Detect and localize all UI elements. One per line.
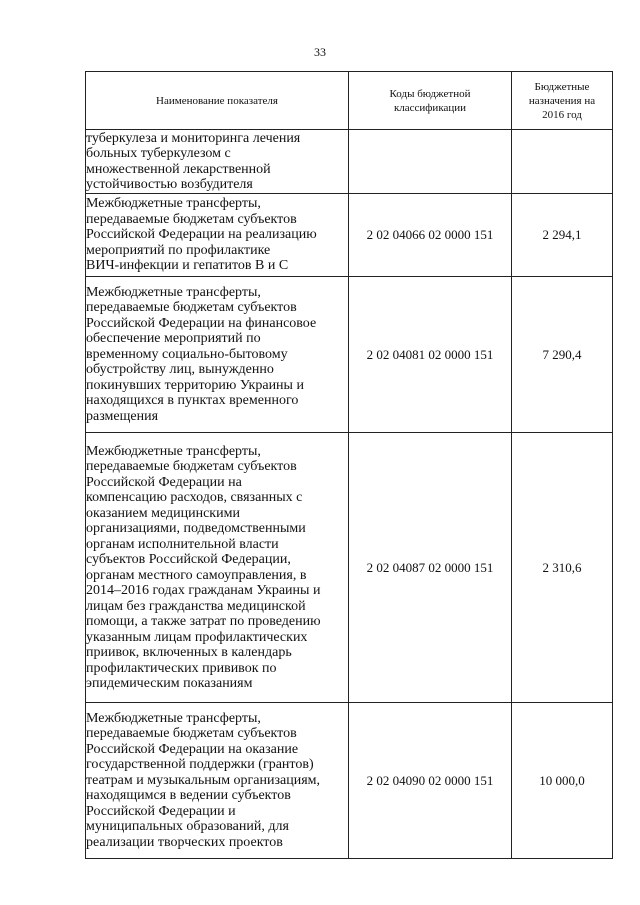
row-code: 2 02 04090 02 0000 151 (349, 703, 512, 859)
row-value: 2 310,6 (512, 433, 613, 703)
row-name: туберкулеза и мониторинга лечения больных туберкулезом с множественной лекарственной устойчивостью возбудителя (86, 130, 349, 194)
table-row (86, 277, 613, 433)
row-name: Межбюджетные трансферты, передаваемые бюджетам субъектов Российской Федерации на реализацию мероприятий по профилактике ВИЧ-инфекции и гепатитов В и С (86, 194, 349, 277)
row-code (349, 130, 512, 194)
row-value: 2 294,1 (512, 194, 613, 277)
table-row (86, 130, 613, 194)
page-number: 33 (314, 45, 326, 59)
header-value: Бюджетные назначения на 2016 год (512, 72, 613, 130)
row-code: 2 02 04081 02 0000 151 (349, 277, 512, 433)
table-row (86, 194, 613, 277)
row-value: 10 000,0 (512, 703, 613, 859)
row-name: Межбюджетные трансферты, передаваемые бюджетам субъектов Российской Федерации на финансовое обеспечение мероприятий по временному социально-бытовому обустройству лиц, вынужденно покинувших территорию Украины и находящихся в пунктах временного размещения (86, 277, 349, 433)
row-code: 2 02 04066 02 0000 151 (349, 194, 512, 277)
table-row (86, 703, 613, 859)
row-code: 2 02 04087 02 0000 151 (349, 433, 512, 703)
table-row (86, 433, 613, 703)
row-name: Межбюджетные трансферты, передаваемые бюджетам субъектов Российской Федерации на оказание государственной поддержки (грантов) театрам и музыкальным организациям, находящимся в ведении субъектов Российской Федерации и муниципальных образований, для реализации творческих проектов (86, 703, 349, 859)
row-name: Межбюджетные трансферты, передаваемые бюджетам субъектов Российской Федерации на компенсацию расходов, связанных с оказанием медицинскими организациями, подведомственными органам исполнительной власти субъектов Российской Федерации, органам местного самоуправления, в 2014–2016 годах гражданам Украины и лицам без гражданства медицинской помощи, а также затрат по проведению указанным лицам профилактических приивок, включенных в календарь профилактических прививок по эпидемическим показаниям (86, 433, 349, 703)
row-value (512, 130, 613, 194)
header-code: Коды бюджетной классификации (349, 72, 512, 130)
header-name: Наименование показателя (86, 72, 349, 130)
table-header-row (86, 72, 613, 130)
budget-table (85, 71, 613, 859)
row-value: 7 290,4 (512, 277, 613, 433)
